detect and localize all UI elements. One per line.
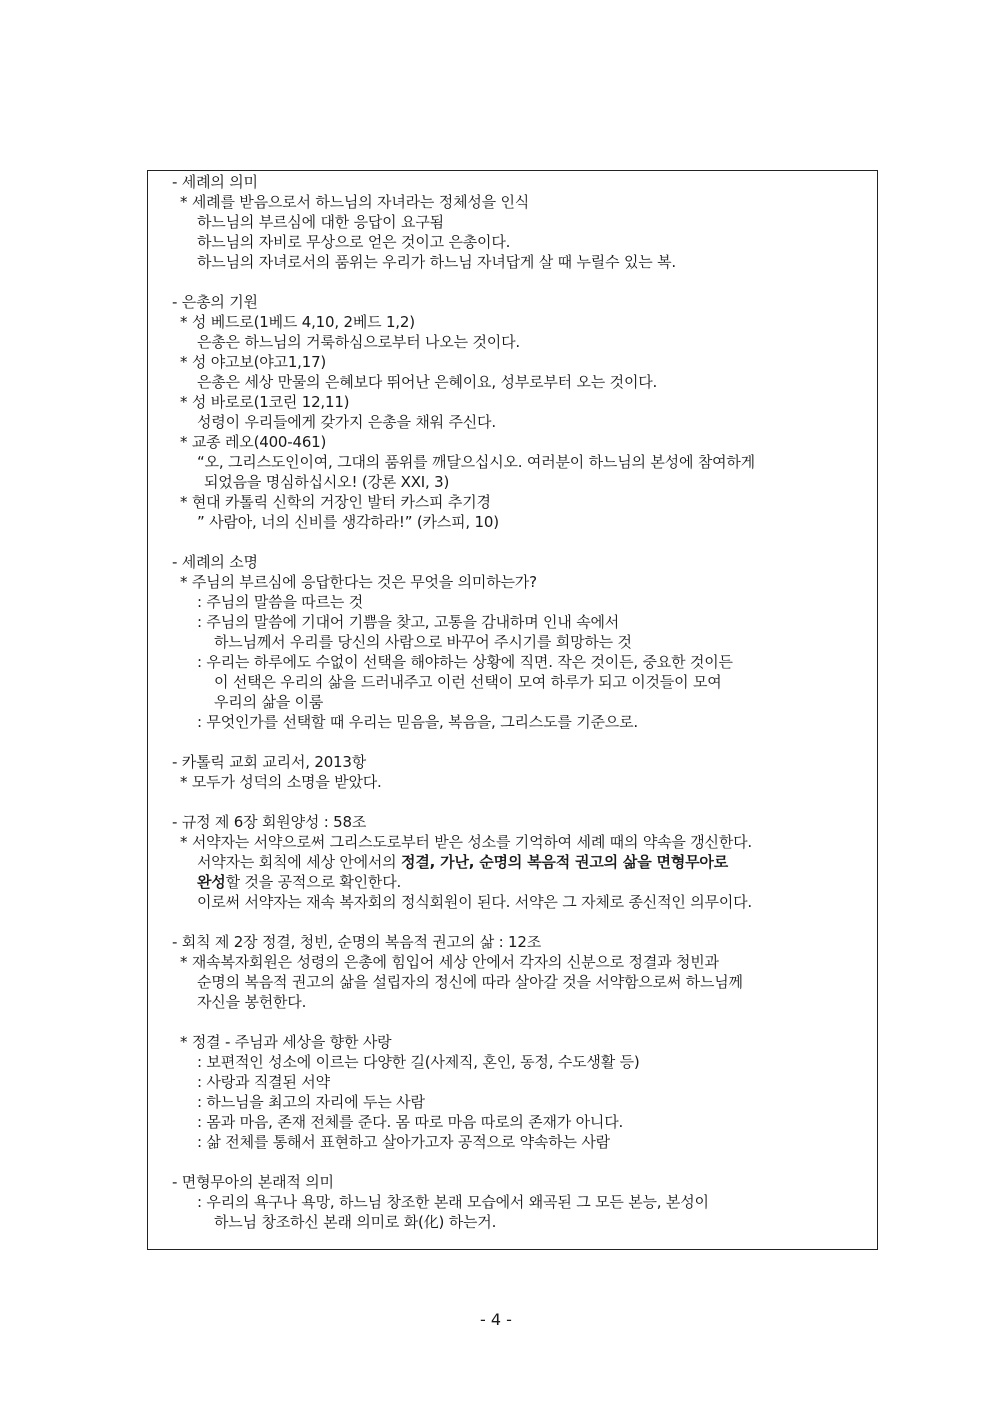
bullet-line: * 성 바로로(1코린 12,11) <box>180 393 350 411</box>
sub-item-continued: 하느님 창조하신 본래 의미로 화(化) 하는거. <box>214 1213 497 1231</box>
heading-rule-ch2: - 회칙 제 2장 정결, 청빈, 순명의 복음적 권고의 삶 : 12조 <box>172 933 541 951</box>
text-line: 하느님의 자비로 무상으로 얻은 것이고 은총이다. <box>197 233 511 251</box>
text-line: 순명의 복음적 권고의 삶을 설립자의 정신에 따라 살아갈 것을 서약함으로써 하느님께 <box>197 973 743 991</box>
heading-baptism-calling: - 세례의 소명 <box>172 553 258 571</box>
heading-catechism: - 카톨릭 교회 교리서, 2013항 <box>172 753 367 771</box>
sub-item-continued: 이 선택은 우리의 삶을 드러내주고 이런 선택이 모여 하루가 되고 이것들이 모여 <box>214 673 722 691</box>
bullet-line: * 현대 카톨릭 신학의 거장인 발터 카스피 추기경 <box>180 493 491 511</box>
sub-item: : 주님의 말씀을 따르는 것 <box>197 593 364 611</box>
heading-baptism-meaning: - 세례의 의미 <box>172 173 258 191</box>
bullet-line: * 교종 레오(400-461) <box>180 433 327 451</box>
bullet-line: * 모두가 성덕의 소명을 받았다. <box>180 773 382 791</box>
bold-text-segment: 정결, 가난, 순명의 복음적 권고의 삶을 면형무아로 <box>401 853 728 871</box>
quote-line: “오, 그리스도인이여, 그대의 품위를 깨달으십시오. 여러분이 하느님의 본성에 참여하게 <box>197 453 755 471</box>
text-line: 성령이 우리들에게 갖가지 은총을 채워 주신다. <box>197 413 496 431</box>
text-line-with-bold <box>197 852 728 872</box>
heading-grace-origin: - 은총의 기원 <box>172 293 258 311</box>
sub-item: : 사랑과 직결된 서약 <box>197 1073 330 1091</box>
sub-item-continued: 하느님께서 우리를 당신의 사람으로 바꾸어 주시기를 희망하는 것 <box>214 633 632 651</box>
page-number: - 4 - <box>480 1310 512 1329</box>
sub-item: : 보편적인 성소에 이르는 다양한 길(사제직, 혼인, 동정, 수도생활 등) <box>197 1053 640 1071</box>
text-line: 은총은 하느님의 거룩하심으로부터 나오는 것이다. <box>197 333 520 351</box>
bold-text-segment: 완성 <box>197 873 226 891</box>
quote-line: 되었음을 명심하십시오! (강론 XXI, 3) <box>204 473 450 491</box>
text-segment: 서약자는 회칙에 세상 안에서의 <box>197 853 402 871</box>
bullet-line: * 정결 - 주님과 세상을 향한 사랑 <box>180 1033 392 1051</box>
text-line: 자신을 봉헌한다. <box>197 993 307 1011</box>
quote-line: ” 사람아, 너의 신비를 생각하라!” (카스피, 10) <box>197 513 499 531</box>
sub-item-continued: 우리의 삶을 이룸 <box>214 693 324 711</box>
sub-item: : 몸과 마음, 존재 전체를 준다. 몸 따로 마음 따로의 존재가 아니다. <box>197 1113 624 1131</box>
sub-item: : 우리는 하루에도 수없이 선택을 해야하는 상황에 직면. 작은 것이든, 중요한 것이든 <box>197 653 733 671</box>
sub-item: : 하느님을 최고의 자리에 두는 사람 <box>197 1093 425 1111</box>
sub-item: : 우리의 욕구나 욕망, 하느님 창조한 본래 모습에서 왜곡된 그 모든 본능, 본성이 <box>197 1193 709 1211</box>
bullet-line: * 재속복자회원은 성령의 은총에 힘입어 세상 안에서 각자의 신분으로 정결과 청빈과 <box>180 953 719 971</box>
text-line: 은총은 세상 만물의 은혜보다 뛰어난 은혜이요, 성부로부터 오는 것이다. <box>197 373 658 391</box>
text-segment: 할 것을 공적으로 확인한다. <box>225 873 402 891</box>
sub-item: : 주님의 말씀에 기대어 기쁨을 찾고, 고통을 감내하며 인내 속에서 <box>197 613 620 631</box>
sub-item: : 삶 전체를 통해서 표현하고 살아가고자 공적으로 약속하는 사람 <box>197 1133 610 1151</box>
heading-regulation-ch6: - 규정 제 6장 회원양성 : 58조 <box>172 813 367 831</box>
sub-item: : 무엇인가를 선택할 때 우리는 믿음을, 복음을, 그리스도를 기준으로. <box>197 713 638 731</box>
bullet-line: * 주님의 부르심에 응답한다는 것은 무엇을 의미하는가? <box>180 573 537 591</box>
bullet-line: * 세례를 받음으로서 하느님의 자녀라는 정체성을 인식 <box>180 193 530 211</box>
text-line: 하느님의 부르심에 대한 응답이 요구됨 <box>197 213 444 231</box>
bullet-line: * 성 베드로(1베드 4,10, 2베드 1,2) <box>180 313 415 331</box>
bullet-line: * 성 야고보(야고1,17) <box>180 353 327 371</box>
heading-myeonhyeongmua: - 면형무아의 본래적 의미 <box>172 1173 334 1191</box>
text-line: 하느님의 자녀로서의 품위는 우리가 하느님 자녀답게 살 때 누릴수 있는 복. <box>197 253 676 271</box>
text-line: 이로써 서약자는 재속 복자회의 정식회원이 된다. 서약은 그 자체로 종신적인 의무이다. <box>197 893 752 911</box>
bullet-line: * 서약자는 서약으로써 그리스도로부터 받은 성소를 기억하여 세례 때의 약속을 갱신한다. <box>180 833 752 851</box>
text-line-with-bold <box>197 872 401 892</box>
